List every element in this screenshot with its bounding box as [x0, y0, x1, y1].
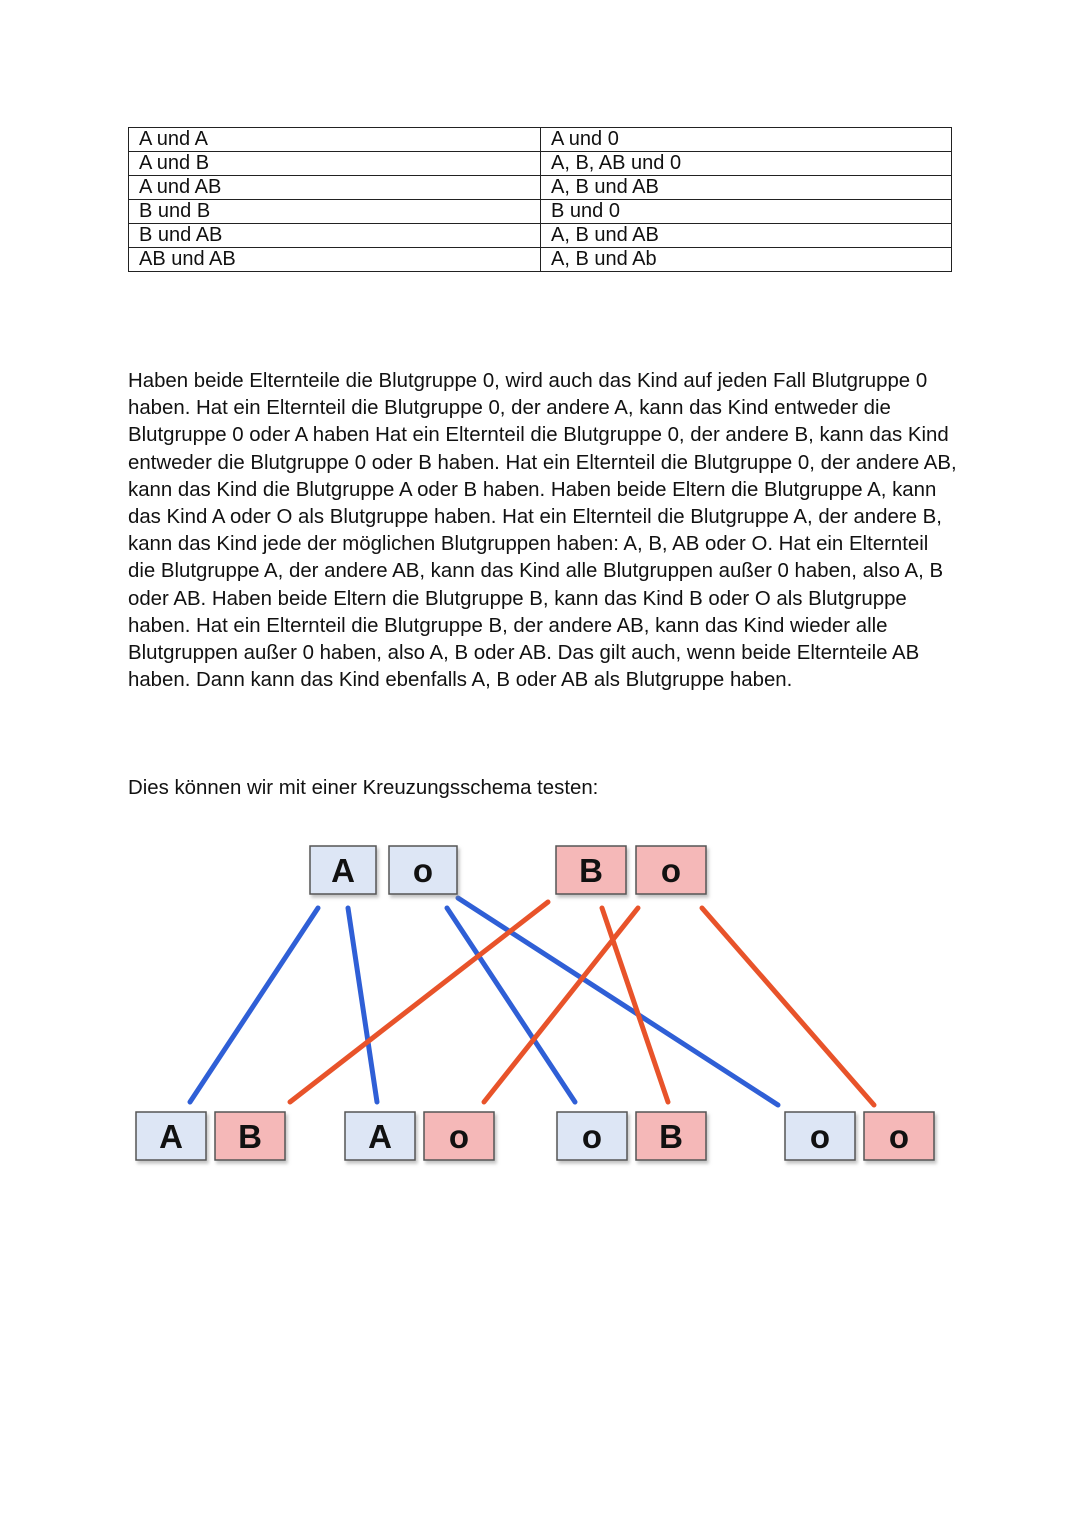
children-cell: A, B, AB und 0: [541, 152, 952, 176]
line-A-to-child1: [190, 908, 318, 1102]
children-cell: A, B und Ab: [541, 248, 952, 272]
allele-label: o: [660, 852, 682, 889]
table-row: [129, 128, 952, 152]
children-cell: A und 0: [541, 128, 952, 152]
allele-label: B: [659, 1118, 683, 1155]
allele-label: B: [579, 852, 603, 889]
allele-label: o: [888, 1118, 910, 1155]
blood-group-table: [128, 127, 952, 272]
table-row: [129, 176, 952, 200]
allele-label: A: [331, 852, 355, 889]
parents-cell: B und AB: [129, 224, 541, 248]
table-row: [129, 248, 952, 272]
parents-cell: A und AB: [129, 176, 541, 200]
allele-label: B: [238, 1118, 262, 1155]
allele-label: o: [412, 852, 434, 889]
explanation-paragraph: Haben beide Elternteile die Blutgruppe 0, wird auch das Kind auf jeden Fall Blutgruppe 0 haben. Hat ein Elternteil die Blutgruppe 0, der andere A, kann das Kind entweder die Blutgruppe 0 oder A haben Hat ein Elternteil die Blutgruppe 0, der andere B, kann das Kind entweder die Blutgruppe 0 oder B haben. Hat ein Elternteil die Blutgruppe 0, der andere AB, kann das Kind die Blutgruppe A oder B haben. Haben beide Eltern die Blutgruppe A, kann das Kind A oder O als Blutgruppe haben. Hat ein Elternteil die Blutgruppe A, der andere B, kann das Kind jede der möglichen Blutgruppen haben: A, B, AB oder O. Hat ein Elternteil die Blutgruppe A, der andere AB, kann das Kind alle Blutgruppen außer 0 haben, also A, B oder AB. Haben beide Eltern die Blutgruppe B, kann das Kind B oder O als Blutgruppe haben. Hat ein Elternteil die Blutgruppe B, der andere AB, kann das Kind wieder alle Blutgruppen außer 0 haben, also A, B oder AB. Das gilt auch, wenn beide Elternteile AB haben. Dann kann das Kind ebenfalls A, B oder AB als Blutgruppe haben.: [128, 370, 957, 692]
line-A-to-child2: [348, 908, 377, 1102]
allele-label: o: [809, 1118, 831, 1155]
allele-label: A: [159, 1118, 183, 1155]
table-row: [129, 152, 952, 176]
child-allele-pair: [785, 1112, 934, 1160]
allele-label: o: [448, 1118, 470, 1155]
diagram-intro: Dies können wir mit einer Kreuzungsschema testen:: [128, 777, 599, 799]
child-allele-pair: [557, 1112, 706, 1160]
allele-label: A: [368, 1118, 392, 1155]
table-row: [129, 200, 952, 224]
parents-cell: A und A: [129, 128, 541, 152]
line-o-to-child2: [484, 908, 638, 1102]
parents-cell: A und B: [129, 152, 541, 176]
children-cell: A, B und AB: [541, 176, 952, 200]
children-cell: B und 0: [541, 200, 952, 224]
parents-cell: B und B: [129, 200, 541, 224]
children-cell: A, B und AB: [541, 224, 952, 248]
table-row: [129, 224, 952, 248]
allele-label: o: [581, 1118, 603, 1155]
parents-cell: AB und AB: [129, 248, 541, 272]
punnett-cross-diagram: [0, 830, 1080, 1190]
cross-lines: [190, 898, 874, 1105]
line-o-to-child3: [447, 908, 575, 1102]
